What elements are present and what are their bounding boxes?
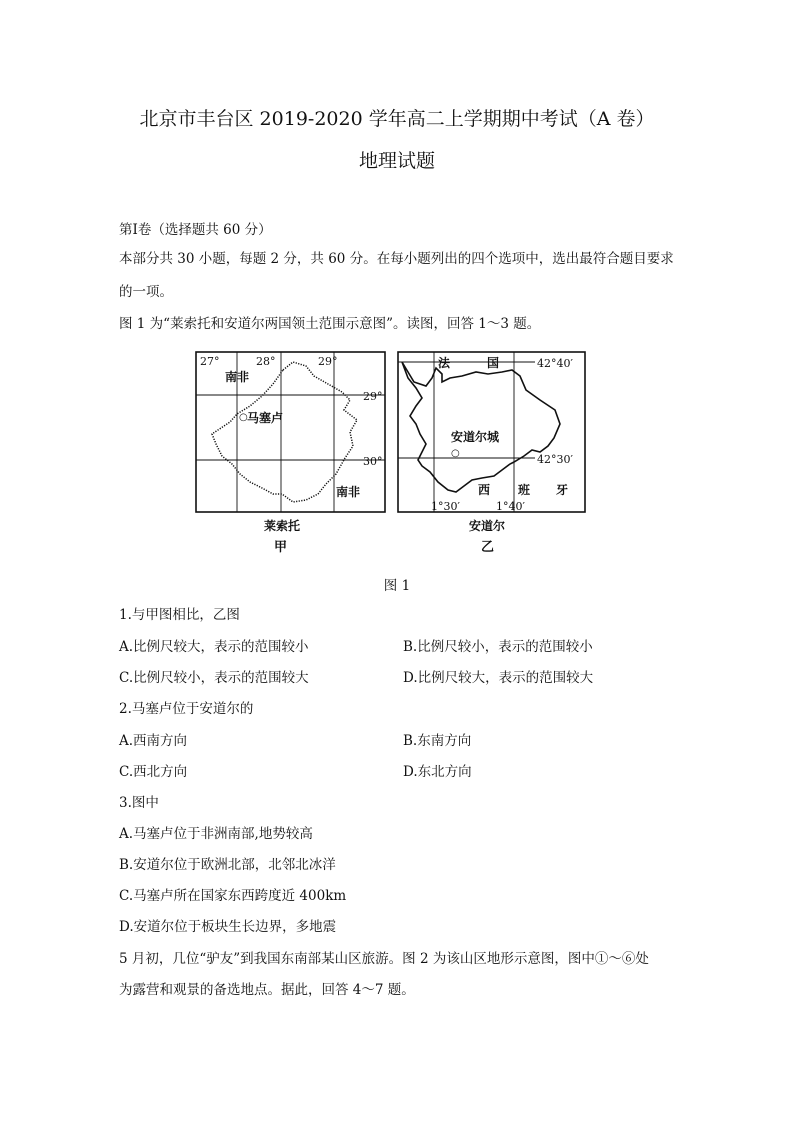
question-2-stem: 2.马塞卢位于安道尔的 — [119, 701, 254, 717]
map-b-tag: 乙 — [481, 540, 495, 555]
map-b-label-spain-3: 牙 — [556, 483, 569, 497]
question-3-option-b: B.安道尔位于欧洲北部，北邻北冰洋 — [119, 857, 336, 873]
figure-caption: 图 1 — [383, 578, 411, 594]
map-a-label-south-africa-bottom: 南非 — [336, 485, 361, 499]
map-b-lat-42-30: 42°30′ — [537, 453, 573, 466]
map-a-name: 莱索托 — [264, 519, 301, 533]
question-3-option-c: C.马塞卢所在国家东西跨度近 400km — [119, 888, 347, 904]
figure-1-maps — [190, 348, 590, 563]
page-title: 北京市丰台区 2019-2020 学年高二上学期期中考试（A 卷） — [139, 108, 655, 130]
map-b-label-spain-2: 班 — [518, 483, 531, 497]
question-1-option-d: D.比例尺较大，表示的范围较大 — [403, 670, 594, 686]
question-1-option-c: C.比例尺较小，表示的范围较大 — [119, 670, 309, 686]
intro-line-2: 的一项。 — [119, 284, 173, 300]
passage-line-1: 5 月初，几位“驴友”到我国东南部某山区旅游。图 2 为该山区地形示意图，图中①～⑥处 — [119, 951, 649, 967]
question-1-option-b: B.比例尺较小，表示的范围较小 — [403, 639, 593, 655]
map-a-tag: 甲 — [274, 540, 288, 555]
map-b-label-spain-1: 西 — [478, 483, 491, 497]
section-heading: 第Ⅰ卷（选择题共 60 分） — [119, 222, 272, 238]
map-b-lon-1-30: 1°30′ — [431, 500, 460, 513]
map-b-name: 安道尔 — [469, 519, 506, 533]
map-a-lat-30: 30° — [363, 455, 383, 468]
question-2-option-a: A.西南方向 — [119, 733, 188, 749]
map-a-lon-29: 29° — [318, 355, 338, 368]
question-2-option-b: B.东南方向 — [403, 733, 472, 749]
map-b-label-france-2: 国 — [487, 356, 500, 370]
question-3-option-d: D.安道尔位于板块生长边界，多地震 — [119, 919, 337, 935]
map-b-label-france-1: 法 — [438, 356, 451, 370]
andorra-boundary — [402, 362, 560, 492]
map-a-lon-28: 28° — [256, 355, 276, 368]
map-a-label-maseru: 马塞卢 — [247, 411, 284, 425]
question-1-option-a: A.比例尺较大，表示的范围较小 — [119, 639, 309, 655]
figure-intro: 图 1 为“莱索托和安道尔两国领土范围示意图”。读图，回答 1～3 题。 — [119, 316, 541, 332]
map-a-lat-29: 29° — [363, 390, 383, 403]
map-a-label-south-africa-top: 南非 — [225, 370, 250, 384]
map-b-label-andorra-la-vella: 安道尔城 — [451, 430, 500, 444]
map-andorra — [398, 352, 585, 555]
question-1-stem: 1.与甲图相比，乙图 — [119, 607, 240, 623]
question-3-stem: 3.图中 — [119, 795, 159, 811]
page-subtitle: 地理试题 — [358, 150, 435, 172]
map-b-lat-42-40: 42°40′ — [537, 357, 573, 370]
question-3-option-a: A.马塞卢位于非洲南部,地势较高 — [119, 826, 313, 842]
maseru-symbol: ○ — [239, 412, 248, 423]
map-b-lon-1-40: 1°40′ — [496, 500, 525, 513]
question-2-option-d: D.东北方向 — [403, 764, 472, 780]
andorra-la-vella-symbol: ○ — [451, 448, 460, 459]
map-a-lon-27: 27° — [200, 355, 220, 368]
question-2-option-c: C.西北方向 — [119, 764, 188, 780]
figure-1 — [190, 348, 590, 563]
intro-line-1: 本部分共 30 小题，每题 2 分，共 60 分。在每小题列出的四个选项中，选出最符合题目要求 — [119, 251, 674, 267]
passage-line-2: 为露营和观景的备选地点。据此，回答 4～7 题。 — [119, 982, 415, 998]
map-lesotho — [196, 352, 385, 555]
